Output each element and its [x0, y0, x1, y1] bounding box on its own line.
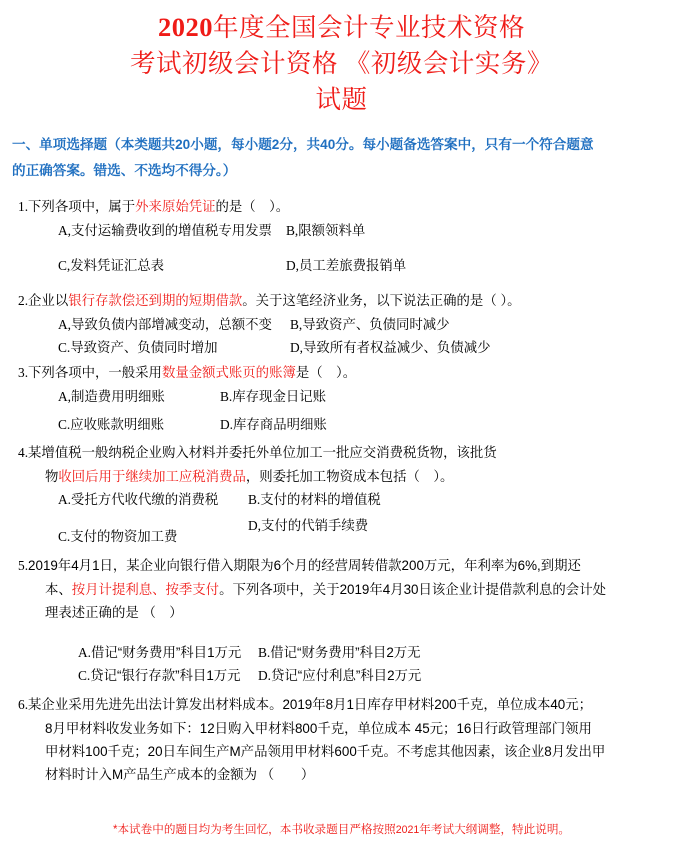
- option-row: [58, 488, 683, 511]
- question-stem-line-3: [0, 740, 683, 763]
- question-stem: [0, 693, 683, 716]
- option-letter: A,: [58, 223, 72, 238]
- option-text: 贷记“应付利息”科目2万元: [271, 668, 422, 683]
- section-heading-line-1: 一、单项选择题（本类题共20小题，每小题2分，共40分。每小题备选答案中，只有一个符合题意: [12, 137, 594, 152]
- option-b[interactable]: [258, 641, 683, 664]
- option-letter: B,: [290, 317, 303, 332]
- footnote-text-before: *本试卷中的题目均为考生回忆，本书收录题目严格按照: [112, 823, 396, 836]
- option-text: 支付的物资加工费: [70, 529, 178, 544]
- option-row: [58, 413, 683, 436]
- question-stem: [0, 289, 683, 312]
- question-stem-part: 2019年4月1日，某企业向银行借入期限为6个月的经营周转借款200万元，年利率为6%,到期还: [28, 558, 581, 573]
- question-number: 2.: [18, 293, 29, 308]
- option-letter: C,: [58, 258, 71, 273]
- question-item: [0, 289, 683, 359]
- question-stem-part: 某增值税一般纳税企业购入材料并委托外单位加工一批应交消费税货物，该批货: [28, 445, 497, 460]
- question-item: [0, 195, 683, 277]
- option-text: 应收账款明细账: [70, 417, 165, 432]
- question-stem-part: 。关于这笔经济业务，以下说法正确的是（ ）。: [242, 293, 521, 308]
- option-letter: D,: [290, 340, 304, 355]
- question-highlight: 银行存款偿还到期的短期借款: [68, 293, 243, 308]
- option-text: 借记“财务费用”科目1万元: [91, 645, 242, 660]
- option-text: 库存现金日记账: [232, 389, 327, 404]
- question-stem-part: 。下列各项中，关于2019年4月30日该企业计提借款利息的会计处: [219, 582, 606, 597]
- option-c[interactable]: [58, 413, 220, 436]
- title-line-1: [0, 9, 683, 46]
- option-letter: D.: [258, 668, 272, 683]
- question-stem-part: 材料时计入M产品生产成本的金额为 （ ）: [45, 767, 315, 782]
- section-heading: [12, 132, 662, 184]
- option-text: 受托方代收代缴的消费税: [71, 492, 219, 507]
- option-group: [0, 219, 683, 277]
- question-stem-part: 的是（ ）。: [215, 199, 290, 214]
- option-row: [58, 219, 683, 242]
- option-row: [78, 664, 683, 687]
- question-stem-part: 下列各项中，属于: [28, 199, 136, 214]
- option-text: 制造费用明细账: [71, 389, 165, 404]
- question-stem-part: 甲材料100千克；20日车间生产M产品领用甲材料600千克。不考虑其他因素，该企业8月发出甲: [45, 744, 606, 759]
- title-line-3-text: 试题: [315, 85, 368, 114]
- option-a[interactable]: [78, 641, 258, 664]
- question-stem-part: 理表述正确的是 （ ）: [45, 605, 183, 620]
- option-c[interactable]: [58, 525, 248, 548]
- question-stem-part: 企业以: [28, 293, 69, 308]
- option-group: [0, 313, 683, 359]
- option-c[interactable]: [58, 336, 290, 359]
- question-number: 3.: [18, 365, 29, 380]
- document-title: [0, 0, 683, 118]
- option-a[interactable]: [58, 219, 286, 242]
- option-text: 导致负债内部增减变动，总额不变: [71, 317, 272, 332]
- question-number: 1.: [18, 199, 29, 214]
- question-stem-part: 是（ ）。: [295, 365, 357, 380]
- option-letter: A,: [58, 317, 72, 332]
- question-list: [0, 195, 683, 786]
- title-line-2-text: 考试初级会计资格 《初级会计实务》: [130, 49, 553, 78]
- option-a[interactable]: [58, 488, 248, 511]
- option-letter: D,: [248, 518, 262, 533]
- option-letter: A,: [58, 389, 72, 404]
- option-row: [58, 336, 683, 359]
- option-letter: C.: [58, 340, 71, 355]
- question-stem: [0, 195, 683, 218]
- option-letter: A.: [78, 645, 92, 660]
- option-text: 库存商品明细账: [233, 417, 327, 432]
- question-item: [0, 554, 683, 687]
- question-highlight: 外来原始凭证: [135, 199, 216, 214]
- footnote: [0, 821, 683, 839]
- question-stem-part: 8月甲材料收发业务如下：12日购入甲材料800千克，单位成本 45元；16日行政管理部门领用: [45, 721, 592, 736]
- option-text: 导致资产、负债同时增加: [70, 340, 218, 355]
- option-text: 导致资产、负债同时减少: [302, 317, 450, 332]
- question-item: [0, 441, 683, 548]
- option-letter: D,: [286, 258, 300, 273]
- option-b[interactable]: [248, 488, 683, 511]
- question-number: 5.: [18, 558, 29, 573]
- option-b[interactable]: [220, 385, 683, 408]
- option-d[interactable]: [286, 254, 683, 277]
- footnote-year: 2021: [395, 824, 420, 836]
- question-highlight: 收回后用于继续加工应税消费品: [58, 469, 246, 484]
- option-letter: A.: [58, 492, 72, 507]
- title-line-1-text: 年度全国会计专业技术资格: [212, 13, 525, 42]
- question-stem-part: 下列各项中，一般采用: [28, 365, 162, 380]
- option-d[interactable]: [248, 514, 683, 537]
- option-d[interactable]: [220, 413, 683, 436]
- option-group: [0, 488, 683, 548]
- option-row: [58, 254, 683, 277]
- option-text: 导致所有者权益减少、负债减少: [303, 340, 491, 355]
- question-highlight: 数量金额式账页的账簿: [161, 365, 296, 380]
- option-letter: B.: [220, 389, 233, 404]
- option-group: [0, 641, 683, 687]
- option-text: 贷记“银行存款”科目1万元: [90, 668, 241, 683]
- option-group: [0, 385, 683, 436]
- question-item: [0, 693, 683, 786]
- option-b[interactable]: [290, 313, 683, 336]
- question-stem: [0, 361, 683, 384]
- title-year: 2020: [157, 12, 213, 42]
- question-item: [0, 361, 683, 436]
- question-stem-line-4: [0, 763, 683, 786]
- option-row: [58, 313, 683, 336]
- question-number: 4.: [18, 445, 29, 460]
- option-c[interactable]: [58, 254, 286, 277]
- option-d[interactable]: [258, 664, 683, 687]
- question-stem-line-2: [0, 578, 683, 601]
- option-c[interactable]: [78, 664, 258, 687]
- option-row: [78, 641, 683, 664]
- question-stem: [0, 441, 683, 464]
- question-highlight: 按月计提利息、按季支付: [71, 582, 220, 597]
- option-letter: B,: [286, 223, 299, 238]
- option-d[interactable]: [290, 336, 683, 359]
- title-line-2: [0, 46, 683, 82]
- option-text: 借记“财务费用”科目2万无: [270, 645, 421, 660]
- option-text: 支付的代销手续费: [261, 518, 369, 533]
- question-stem-part: 本、: [45, 582, 72, 597]
- option-letter: C.: [58, 417, 71, 432]
- option-row: [58, 385, 683, 408]
- option-a[interactable]: [58, 385, 220, 408]
- option-text: 支付的材料的增值税: [260, 492, 381, 507]
- section-heading-line-2: 的正确答案。错选、不选均不得分。）: [12, 163, 237, 178]
- option-letter: B.: [258, 645, 271, 660]
- option-row: [58, 518, 683, 548]
- option-text: 限额领料单: [298, 223, 366, 238]
- option-letter: C.: [78, 668, 91, 683]
- option-letter: D.: [220, 417, 234, 432]
- question-stem-part: 某企业采用先进先出法计算发出材料成本。2019年8月1日库存甲材料200千克，单位成本40元；: [28, 697, 593, 712]
- option-letter: B.: [248, 492, 261, 507]
- question-stem-line-3: [0, 601, 683, 624]
- option-text: 员工差旅费报销单: [299, 258, 407, 273]
- question-stem-line-2: [0, 465, 683, 488]
- option-a[interactable]: [58, 313, 290, 336]
- option-b[interactable]: [286, 219, 683, 242]
- question-stem-line-2: [0, 717, 683, 740]
- question-stem-part: ，则委托加工物资成本包括（ ）。: [245, 469, 454, 484]
- option-text: 发料凭证汇总表: [70, 258, 165, 273]
- title-line-3: [0, 82, 683, 118]
- question-stem-part: 物: [45, 469, 59, 484]
- question-stem: [0, 554, 683, 577]
- question-number: 6.: [18, 697, 29, 712]
- footnote-text-after: 年考试大纲调整，特此说明。: [419, 823, 571, 836]
- option-text: 支付运输费收到的增值税专用发票: [71, 223, 272, 238]
- option-letter: C.: [58, 529, 71, 544]
